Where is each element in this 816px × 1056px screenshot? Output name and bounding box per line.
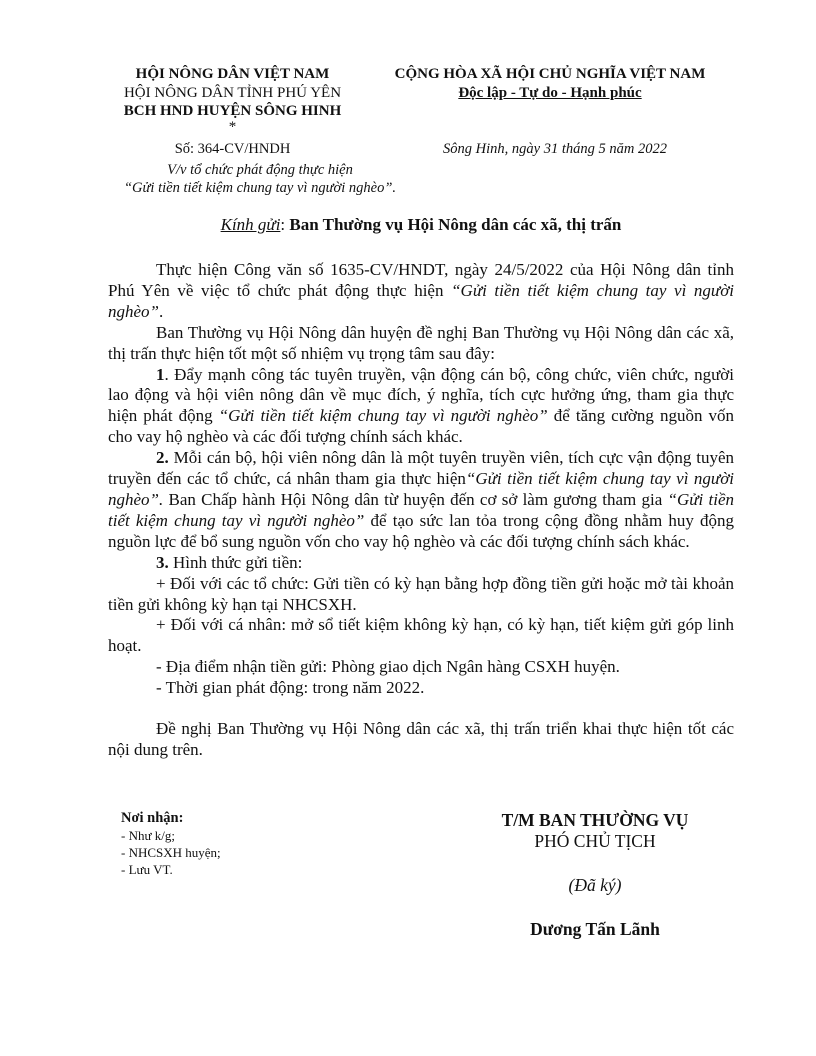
recipient-item: - Lưu VT. [121,862,173,877]
paragraph-4 [108,448,734,553]
p4-number: 2. [156,448,169,468]
subject-line-1: V/v tổ chức phát động thực hiện [167,162,353,178]
paragraph-3 [108,365,734,449]
signature-block [460,810,730,940]
paragraph-10: Đề nghị Ban Thường vụ Hội Nông dân các xã, thị trấn triển khai thực hiện tốt các nội dung trên. [108,719,734,759]
p3-quote: “Gửi tiền tiết kiệm chung tay vì người nghèo” [218,406,548,426]
header-right [370,65,730,102]
p5-text: Hình thức gửi tiền: [168,552,303,572]
p3-end: để tăng cường nguồn vốn cho vay hộ nghèo và các đối tượng chính sách khác. [108,406,734,447]
paragraph-5 [108,553,734,574]
p1-quote: “Gửi tiền tiết kiệm chung tay vì người nghèo” [108,280,734,321]
document-body [108,260,734,761]
recipient-text: Ban Thường vụ Hội Nông dân các xã, thị trấn [289,215,622,234]
recipient-item: - NHCSXH huyện; [121,845,221,860]
p4-text-2: Ban Chấp hành Hội Nông dân từ huyện đến cơ sở làm gương tham gia [163,489,668,509]
paragraph-8: - Địa điểm nhận tiền gửi: Phòng giao dịch Ngân hàng CSXH huyện. [156,657,620,677]
header-star: * [228,118,237,135]
recipient-colon: : [280,215,286,234]
doc-date: Sông Hinh, ngày 31 tháng 5 năm 2022 [443,141,667,157]
national-motto: Độc lập - Tự do - Hạnh phúc [458,84,642,101]
p1-end: . [159,301,164,321]
doc-number: Số: 364-CV/HNDH [174,141,291,157]
recipient-item: - Như k/g; [121,828,175,843]
p3-number: 1 [156,364,165,384]
org-national: HỘI NÔNG DÂN VIỆT NAM [135,66,330,82]
national-title: CỘNG HÒA XÃ HỘI CHỦ NGHĨA VIỆT NAM [394,66,706,82]
p4-quote-2: “Gửi tiền tiết kiệm chung tay vì người nghèo” [108,489,735,530]
paragraph-9: - Thời gian phát động: trong năm 2022. [156,678,425,698]
recipients-title: Nơi nhận: [121,810,184,826]
recipient-line [108,215,734,235]
p1-text: Thực hiện Công văn số 1635-CV/HNDT, ngày 24/5/2022 của Hội Nông dân tỉnh Phú Yên về việc tổ chức phát động thực hiện [108,260,734,300]
doc-subject [100,161,420,197]
header-left [100,65,365,133]
paragraph-7: + Đối với cá nhân: mở sổ tiết kiệm không kỳ hạn, có kỳ hạn, tiết kiệm gửi góp linh hoạt. [108,615,734,656]
signer-name: Dương Tấn Lãnh [530,919,660,939]
signature-signed: (Đã ký) [568,875,622,895]
p4-text: Mỗi cán bộ, hội viên nông dân là một tuyên truyền viên, tích cực vận động tuyên truyền đến các tổ chức, cá nhân tham gia thực hiện [108,448,734,489]
p4-end: để tạo sức lan tỏa trong cộng đồng nhằm huy động nguồn lực để bổ sung nguồn vốn cho vay hộ nghèo và các đối tượng chính sách khác. [108,510,734,551]
paragraph-2: Ban Thường vụ Hội Nông dân huyện đề nghị Ban Thường vụ Hội Nông dân các xã, thị trấn thực hiện tốt một số nhiệm vụ trọng tâm sau đây: [108,322,734,363]
p3-text: . Đẩy mạnh công tác tuyên truyền, vận động cán bộ, công chức, viên chức, người lao động và hội viên nông dân về mục đích, ý nghĩa, tích cực hưởng ứng, tham gia thực hiện phát động [108,364,734,426]
signature-title: T/M BAN THƯỜNG VỤ [501,810,689,830]
signature-position: PHÓ CHỦ TỊCH [534,831,656,851]
paragraph-1 [108,260,734,323]
subject-line-2: “Gửi tiền tiết kiệm chung tay vì người nghèo”. [123,180,397,196]
p5-number: 3. [156,552,169,572]
p4-quote-1: “Gửi tiền tiết kiệm chung tay vì người nghèo”. [108,469,734,509]
recipients-list [121,810,371,878]
org-province: HỘI NÔNG DÂN TỈNH PHÚ YÊN [123,84,342,101]
recipient-label: Kính gửi [220,215,281,234]
paragraph-6: + Đối với các tổ chức: Gửi tiền có kỳ hạn bằng hợp đồng tiền gửi hoặc mở tài khoản tiền gửi không kỳ hạn tại NHCSXH. [108,573,734,614]
org-district: BCH HND HUYỆN SÔNG HINH [123,103,342,119]
